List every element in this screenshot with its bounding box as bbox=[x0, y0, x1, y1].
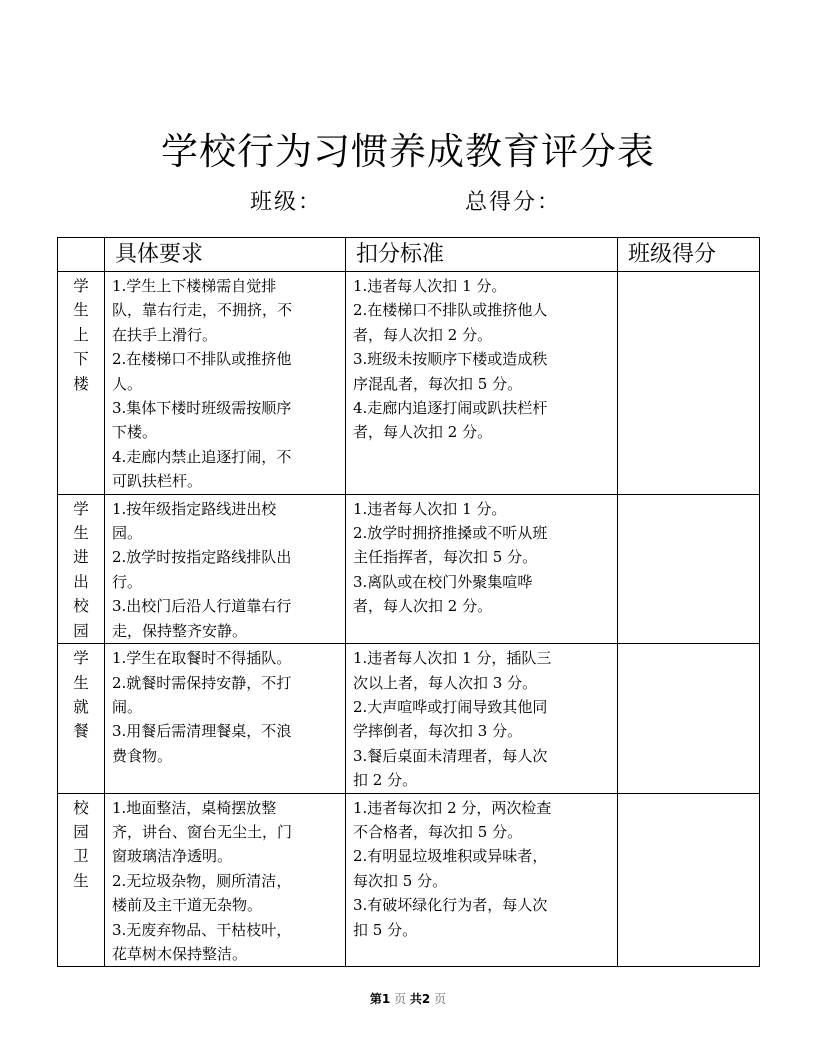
requirement-line: 2.在楼梯口不排队或推挤他 bbox=[112, 350, 292, 369]
category-char: 园 bbox=[73, 822, 89, 841]
category-char: 生 bbox=[73, 524, 89, 543]
deductions-cell bbox=[346, 793, 618, 967]
category-char: 生 bbox=[73, 871, 89, 890]
page-current: 1 bbox=[381, 992, 391, 1006]
deduction-line: 1.违者每次扣 2 分，两次检查 bbox=[353, 798, 552, 817]
category-char: 下 bbox=[73, 350, 89, 369]
requirement-line: 3.出校门后沿人行道靠右行 bbox=[112, 597, 292, 616]
requirement-line: 1.学生上下楼梯需自觉排 bbox=[112, 277, 277, 295]
requirement-line: 行。 bbox=[112, 572, 143, 591]
deduction-line: 2.放学时拥挤推搡或不听从班 bbox=[353, 524, 548, 543]
category-char: 餐 bbox=[73, 722, 89, 741]
table-row bbox=[58, 494, 760, 643]
category-cell bbox=[58, 644, 105, 793]
requirement-line: 4.走廊内禁止追逐打闹，不 bbox=[112, 447, 292, 466]
requirement-line: 在扶手上滑行。 bbox=[112, 325, 218, 344]
requirement-line: 花草树木保持整洁。 bbox=[112, 944, 248, 963]
deduction-line: 3.有破坏绿化行为者，每人次 bbox=[353, 896, 548, 915]
requirements-cell bbox=[105, 793, 346, 967]
deduction-line: 每次扣 5 分。 bbox=[353, 871, 448, 890]
deduction-line: 3.餐后桌面未清理者，每人次 bbox=[353, 746, 548, 765]
category-char: 学 bbox=[73, 649, 89, 668]
table-row bbox=[58, 793, 760, 967]
category-char: 出 bbox=[73, 572, 89, 591]
requirement-line: 齐，讲台、窗台无尘土，门 bbox=[112, 822, 293, 841]
category-char: 校 bbox=[73, 798, 89, 817]
category-char: 生 bbox=[73, 301, 89, 320]
page-prefix: 第 bbox=[369, 992, 382, 1006]
category-cell bbox=[58, 494, 105, 643]
class-score-cell bbox=[618, 272, 760, 495]
class-score-cell bbox=[618, 793, 760, 967]
requirement-line: 3.集体下楼时班级需按顺序 bbox=[112, 399, 292, 418]
deduction-line: 主任指挥者，每次扣 5 分。 bbox=[353, 548, 538, 567]
requirement-line: 1.地面整洁，桌椅摆放整 bbox=[112, 798, 277, 817]
class-score-cell bbox=[618, 644, 760, 793]
deduction-line: 1.违者每人次扣 1 分，插队三 bbox=[353, 649, 552, 668]
deduction-line: 1.违者每人次扣 1 分。 bbox=[353, 499, 507, 518]
category-cell bbox=[58, 793, 105, 967]
page-footer bbox=[0, 990, 816, 1007]
category-char: 园 bbox=[73, 621, 89, 640]
deduction-line: 2.在楼梯口不排队或推挤他人 bbox=[353, 301, 548, 320]
scoring-table bbox=[57, 237, 760, 967]
category-char: 楼 bbox=[73, 374, 89, 393]
total-prefix: 共 bbox=[409, 992, 422, 1006]
total-score-label: 总得分： bbox=[465, 190, 562, 215]
deduction-line: 学摔倒者，每次扣 3 分。 bbox=[353, 722, 523, 741]
category-char: 卫 bbox=[73, 847, 89, 866]
deduction-line: 3.离队或在校门外聚集喧哗 bbox=[353, 572, 533, 591]
table-header-row bbox=[58, 238, 760, 272]
deduction-line: 不合格者，每次扣 5 分。 bbox=[353, 822, 523, 841]
requirement-line: 人。 bbox=[112, 374, 143, 393]
category-char: 进 bbox=[73, 548, 89, 567]
header-deductions: 扣分标准 bbox=[346, 238, 618, 272]
requirement-line: 走，保持整齐安静。 bbox=[112, 621, 248, 640]
deduction-line: 2.有明显垃圾堆积或异味者， bbox=[353, 847, 548, 866]
requirement-line: 1.学生在取餐时不得插队。 bbox=[112, 649, 292, 668]
deduction-line: 扣 5 分。 bbox=[353, 920, 418, 939]
requirement-line: 队，靠右行走，不拥挤，不 bbox=[112, 301, 293, 320]
requirement-line: 闹。 bbox=[112, 697, 143, 716]
page-total: 2 bbox=[421, 992, 431, 1006]
total-unit: 页 bbox=[434, 992, 447, 1006]
header-category bbox=[58, 238, 105, 272]
deduction-line: 者，每人次扣 2 分。 bbox=[353, 325, 493, 344]
deduction-line: 3.班级未按顺序下楼或造成秩 bbox=[353, 350, 548, 369]
requirement-line: 下楼。 bbox=[112, 423, 158, 442]
requirement-line: 2.就餐时需保持安静，不打 bbox=[112, 673, 292, 692]
deduction-line: 2.大声喧哗或打闹导致其他同 bbox=[353, 697, 548, 716]
requirements-cell bbox=[105, 494, 346, 643]
requirements-cell bbox=[105, 644, 346, 793]
table-row bbox=[58, 644, 760, 793]
requirements-cell bbox=[105, 272, 346, 495]
deductions-cell bbox=[346, 272, 618, 495]
header-requirements: 具体要求 bbox=[105, 238, 346, 272]
requirement-line: 3.用餐后需清理餐桌，不浪 bbox=[112, 722, 292, 741]
class-score-cell bbox=[618, 494, 760, 643]
deduction-line: 者，每人次扣 2 分。 bbox=[353, 423, 493, 442]
category-char: 生 bbox=[73, 673, 89, 692]
category-char: 校 bbox=[73, 597, 89, 616]
deduction-line: 序混乱者，每次扣 5 分。 bbox=[353, 374, 523, 393]
requirement-line: 2.无垃圾杂物，厕所清洁， bbox=[112, 871, 292, 890]
deductions-cell bbox=[346, 494, 618, 643]
requirement-line: 3.无废弃物品、干枯枝叶， bbox=[112, 920, 292, 939]
table-row bbox=[58, 272, 760, 495]
requirement-line: 窗玻璃洁净透明。 bbox=[112, 847, 233, 866]
category-char: 就 bbox=[73, 697, 89, 716]
deduction-line: 者，每人次扣 2 分。 bbox=[353, 597, 493, 616]
deduction-line: 扣 2 分。 bbox=[353, 771, 418, 790]
header-class-score: 班级得分 bbox=[618, 238, 760, 272]
category-cell bbox=[58, 272, 105, 495]
class-label: 班级： bbox=[250, 190, 323, 215]
requirement-line: 楼前及主干道无杂物。 bbox=[112, 896, 263, 915]
category-char: 学 bbox=[73, 277, 89, 295]
requirement-line: 2.放学时按指定路线排队出 bbox=[112, 548, 292, 567]
deduction-line: 4.走廊内追逐打闹或趴扶栏杆 bbox=[353, 399, 548, 418]
category-char: 上 bbox=[73, 325, 89, 344]
page-title: 学校行为习惯养成教育评分表 bbox=[161, 130, 655, 173]
deduction-line: 1.违者每人次扣 1 分。 bbox=[353, 277, 507, 295]
requirement-line: 可趴扶栏杆。 bbox=[112, 472, 203, 491]
deductions-cell bbox=[346, 644, 618, 793]
category-char: 学 bbox=[73, 499, 89, 518]
requirement-line: 园。 bbox=[112, 524, 143, 543]
page-unit: 页 bbox=[394, 992, 407, 1006]
requirement-line: 1.按年级指定路线进出校 bbox=[112, 499, 277, 518]
deduction-line: 次以上者，每人次扣 3 分。 bbox=[353, 673, 538, 692]
requirement-line: 费食物。 bbox=[112, 746, 173, 765]
